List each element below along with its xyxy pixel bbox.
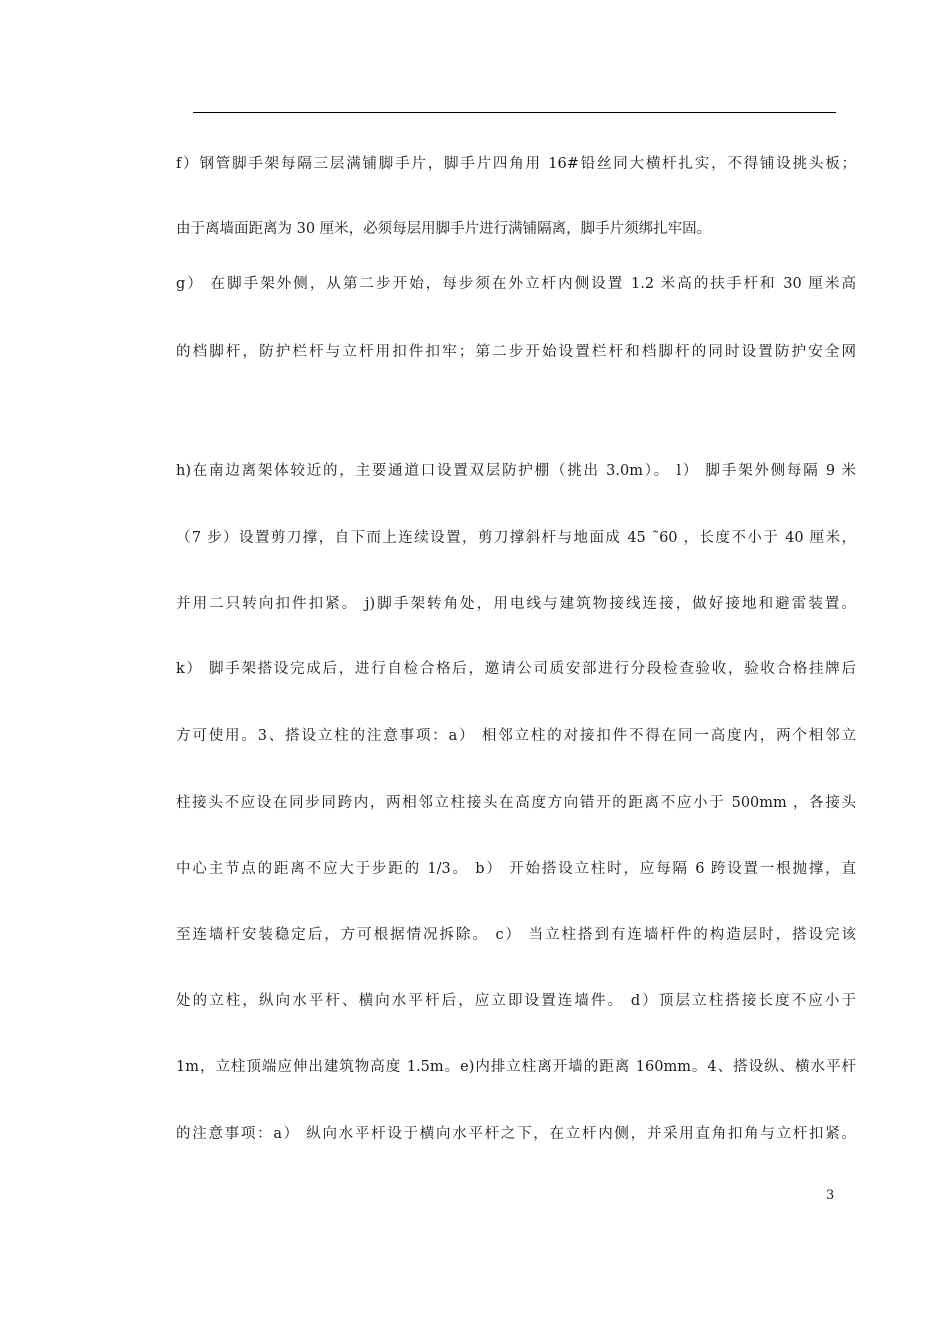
body-text-line: 至连墙杆安装稳定后，方可根据情况拆除。 c） 当立柱搭到有连墙杆件的构造层时，搭设完该: [176, 927, 856, 943]
body-text-line: 1m，立柱顶端应伸出建筑物高度 1.5m。e)内排立柱离开墙的距离 160mm。4、搭设纵、横水平杆: [176, 1059, 856, 1075]
body-text-line: （7 步）设置剪刀撑，自下而上连续设置，剪刀撑斜杆与地面成 45 ˜60 ，长度不小于 40 厘米，: [176, 530, 856, 546]
body-text-line: 方可使用。3、搭设立柱的注意事项：a） 相邻立柱的对接扣件不得在同一高度内，两个相邻立: [176, 728, 856, 744]
body-text-line: 中心主节点的距离不应大于步距的 1/3。 b） 开始搭设立柱时，应每隔 6 跨设置一根抛撑，直: [176, 861, 856, 877]
body-text-line: 的注意事项：a） 纵向水平杆设于横向水平杆之下，在立杆内侧，并采用直角扣角与立杆扣紧。: [176, 1126, 856, 1142]
body-text-line: 并用二只转向扣件扣紧。 j)脚手架转角处，用电线与建筑物接线连接，做好接地和避雷装置。: [176, 596, 856, 612]
body-text-line: 的档脚杆，防护栏杆与立杆用扣件扣牢；第二步开始设置栏杆和档脚杆的同时设置防护安全网: [176, 344, 856, 360]
body-text-line: f）钢管脚手架每隔三层满铺脚手片，脚手片四角用 16#铅丝同大横杆扎实，不得铺设挑头板；: [176, 156, 856, 172]
body-text-line: g） 在脚手架外侧，从第二步开始，每步须在外立杆内侧设置 1.2 米高的扶手杆和 30 厘米高: [176, 276, 856, 292]
body-text-line: h)在南边离架体较近的，主要通道口设置双层防护棚（挑出 3.0m）。 l） 脚手架外侧每隔 9 米: [176, 463, 856, 479]
body-text-line: 由于离墙面距离为 30 厘米，必须每层用脚手片进行满铺隔离，脚手片须绑扎牢固。: [176, 221, 712, 237]
body-text-line: 处的立柱，纵向水平杆、横向水平杆后，应立即设置连墙件。 d）顶层立柱搭接长度不应小于: [176, 993, 856, 1009]
body-text-line: 柱接头不应设在同步同跨内，两相邻立柱接头在高度方向错开的距离不应小于 500mm ，各接头: [176, 795, 856, 811]
body-text-line: k） 脚手架搭设完成后，进行自检合格后，邀请公司质安部进行分段检查验收，验收合格挂牌后: [176, 661, 856, 677]
header-rule: [193, 112, 836, 113]
page-number: 3: [826, 1188, 835, 1203]
